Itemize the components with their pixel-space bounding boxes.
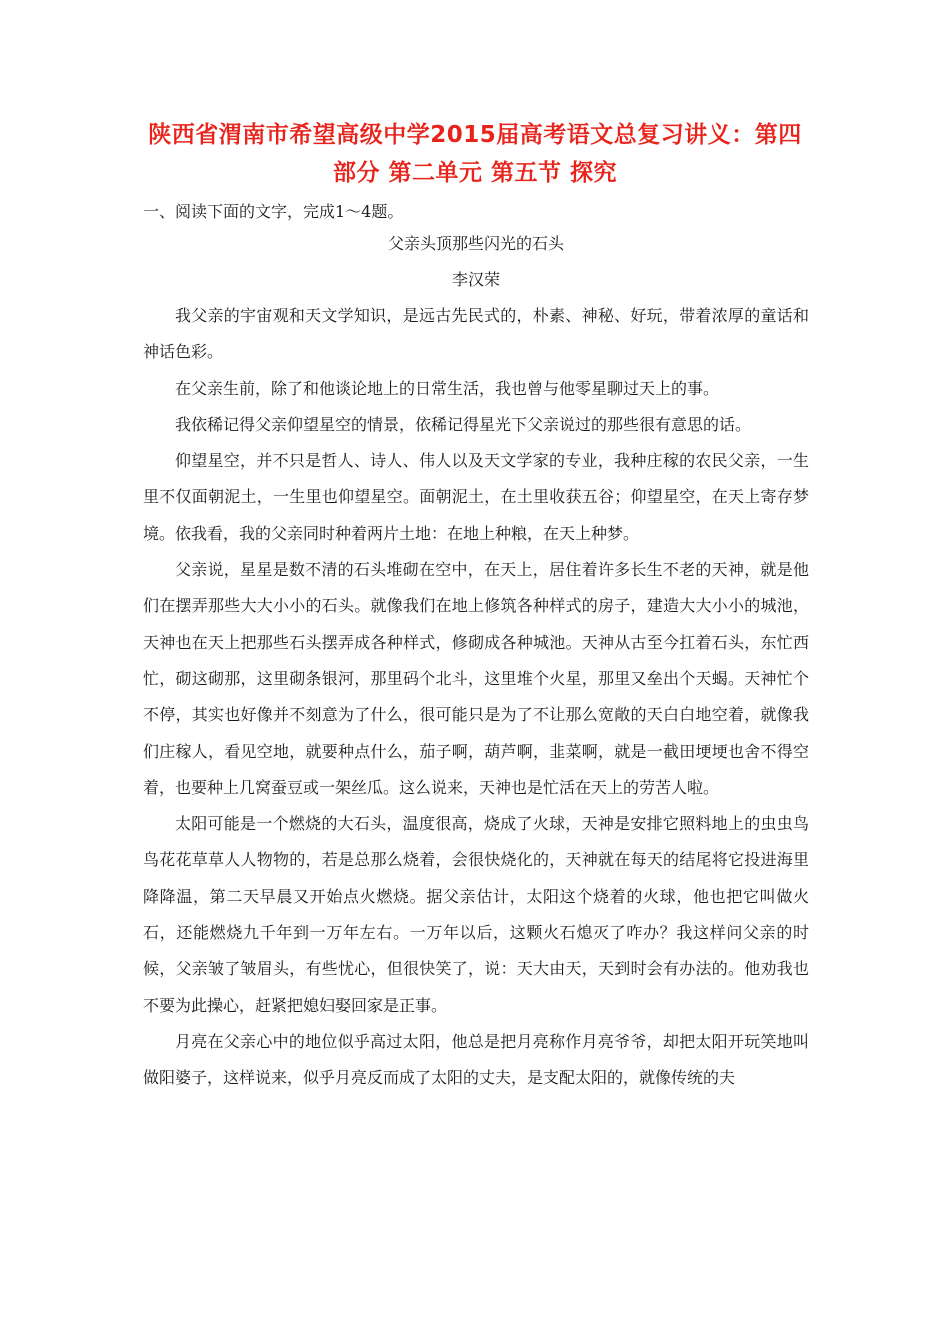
paragraph: 我父亲的宇宙观和天文学知识，是远古先民式的，朴素、神秘、好玩，带着浓厚的童话和神话色彩。 [143, 306, 809, 362]
paragraph: 太阳可能是一个燃烧的大石头，温度很高，烧成了火球，天神是安排它照料地上的虫虫鸟鸟花花草草人人物物的，若是总那么烧着，会很快烧化的，天神就在每天的结尾将它投进海里降降温，第二天早晨又开始点火燃烧。据父亲估计，太阳这个烧着的火球，他也把它叫做火石，还能燃烧九千年到一万年左右。一万年以后，这颗火石熄灭了咋办？我这样问父亲的时候，父亲皱了皱眉头，有些忧心，但很快笑了，说：天大由天，天到时会有办法的。他劝我也不要为此操心，赶紧把媳妇娶回家是正事。 [143, 814, 809, 1015]
document-title: 陕西省渭南市希望高级中学2015届高考语文总复习讲义：第四部分 第二单元 第五节 探究 [148, 122, 802, 186]
article-author: 李汉荣 [451, 270, 500, 289]
paragraph: 我依稀记得父亲仰望星空的情景，依稀记得星光下父亲说过的那些很有意思的话。 [175, 414, 752, 434]
paragraph: 父亲说，星星是数不清的石头堆砌在空中，在天上，居住着许多长生不老的天神，就是他们在摆弄那些大大小小的石头。就像我们在地上修筑各种样式的房子，建造大大小小的城池，天神也在天上把那些石头摆弄成各种样式，修砌成各种城池。天神从古至今扛着石头，东忙西忙，砌这砌那，这里砌条银河，那里码个北斗，这里堆个火星，那里又垒出个天蝎。天神忙个不停，其实也好像并不刻意为了什么，很可能只是为了不让那么宽敞的天白白地空着，就像我们庄稼人，看见空地，就要种点什么，茄子啊，葫芦啊，韭菜啊，就是一截田埂埂也舍不得空着，也要种上几窝蚕豆或一架丝瓜。这么说来，天神也是忙活在天上的劳苦人啦。 [143, 560, 809, 797]
document-body [143, 198, 809, 1097]
paragraph: 在父亲生前，除了和他谈论地上的日常生活，我也曾与他零星聊过天上的事。 [175, 378, 720, 398]
question-instruction: 一、阅读下面的文字，完成1～4题。 [143, 202, 404, 221]
paragraph: 仰望星空，并不只是哲人、诗人、伟人以及天文学家的专业，我种庄稼的农民父亲，一生里不仅面朝泥土，一生里也仰望星空。面朝泥土，在土里收获五谷；仰望星空，在天上寄存梦境。依我看，我的父亲同时种着两片土地：在地上种粮，在天上种梦。 [143, 451, 809, 543]
paragraph: 月亮在父亲心中的地位似乎高过太阳，他总是把月亮称作月亮爷爷，却把太阳开玩笑地叫做阳婆子，这样说来，似乎月亮反而成了太阳的丈夫，是支配太阳的，就像传统的夫 [143, 1031, 809, 1088]
article-title: 父亲头顶那些闪光的石头 [387, 234, 564, 253]
